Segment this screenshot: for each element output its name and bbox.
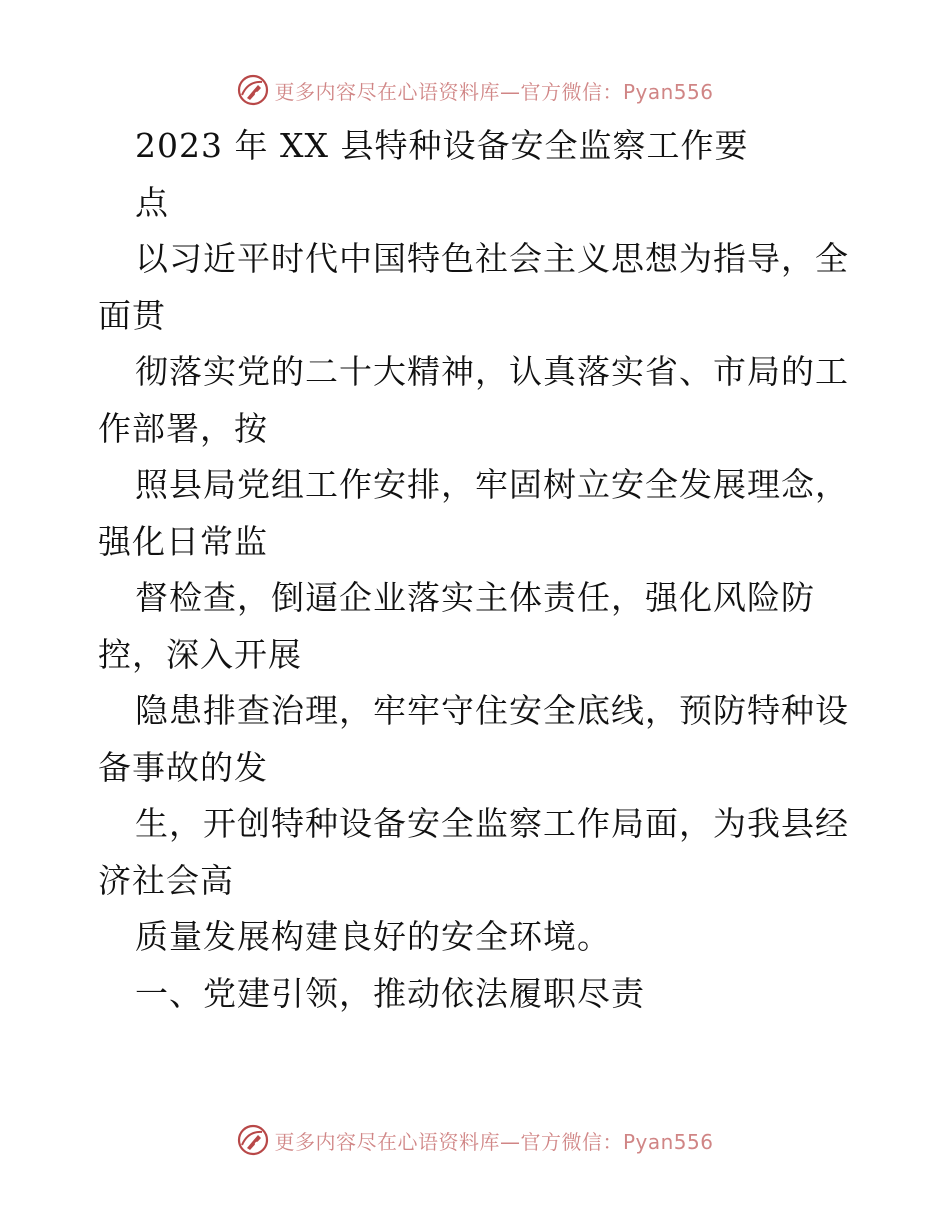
text-line: 隐患排查治理，牢牢守住安全底线，预防特种设 (135, 691, 849, 730)
document-body (98, 118, 858, 1022)
text-line: 以习近平时代中国特色社会主义思想为指导，全 (135, 239, 849, 278)
watermark-text: 更多内容尽在心语资料库—官方微信：Pyan556 (274, 1129, 714, 1154)
text-line: 备事故的发 (98, 747, 268, 787)
pen-logo-icon (236, 1123, 270, 1157)
text-line: 强化日常监 (98, 521, 268, 561)
text-line: 作部署，按 (98, 408, 268, 448)
header-watermark (0, 70, 950, 110)
text-line: 面贯 (98, 295, 166, 335)
text-line: 控，深入开展 (98, 634, 302, 674)
text-line: 2023 年 XX 县特种设备安全监察工作要 (135, 126, 749, 165)
watermark-text: 更多内容尽在心语资料库—官方微信：Pyan556 (274, 79, 714, 104)
pen-logo-icon (236, 73, 270, 107)
text-line: 督检查，倒逼企业落实主体责任，强化风险防 (135, 578, 815, 617)
text-line: 质量发展构建良好的安全环境。 (135, 917, 611, 956)
text-line: 济社会高 (98, 860, 234, 900)
footer-watermark (0, 1120, 950, 1160)
text-line: 一、党建引领，推动依法履职尽责 (135, 973, 645, 1013)
text-line: 点 (135, 182, 169, 222)
text-line: 照县局党组工作安排，牢固树立安全发展理念， (135, 465, 849, 504)
text-line: 生，开创特种设备安全监察工作局面，为我县经 (135, 804, 849, 843)
text-line: 彻落实党的二十大精神，认真落实省、市局的工 (135, 352, 849, 391)
